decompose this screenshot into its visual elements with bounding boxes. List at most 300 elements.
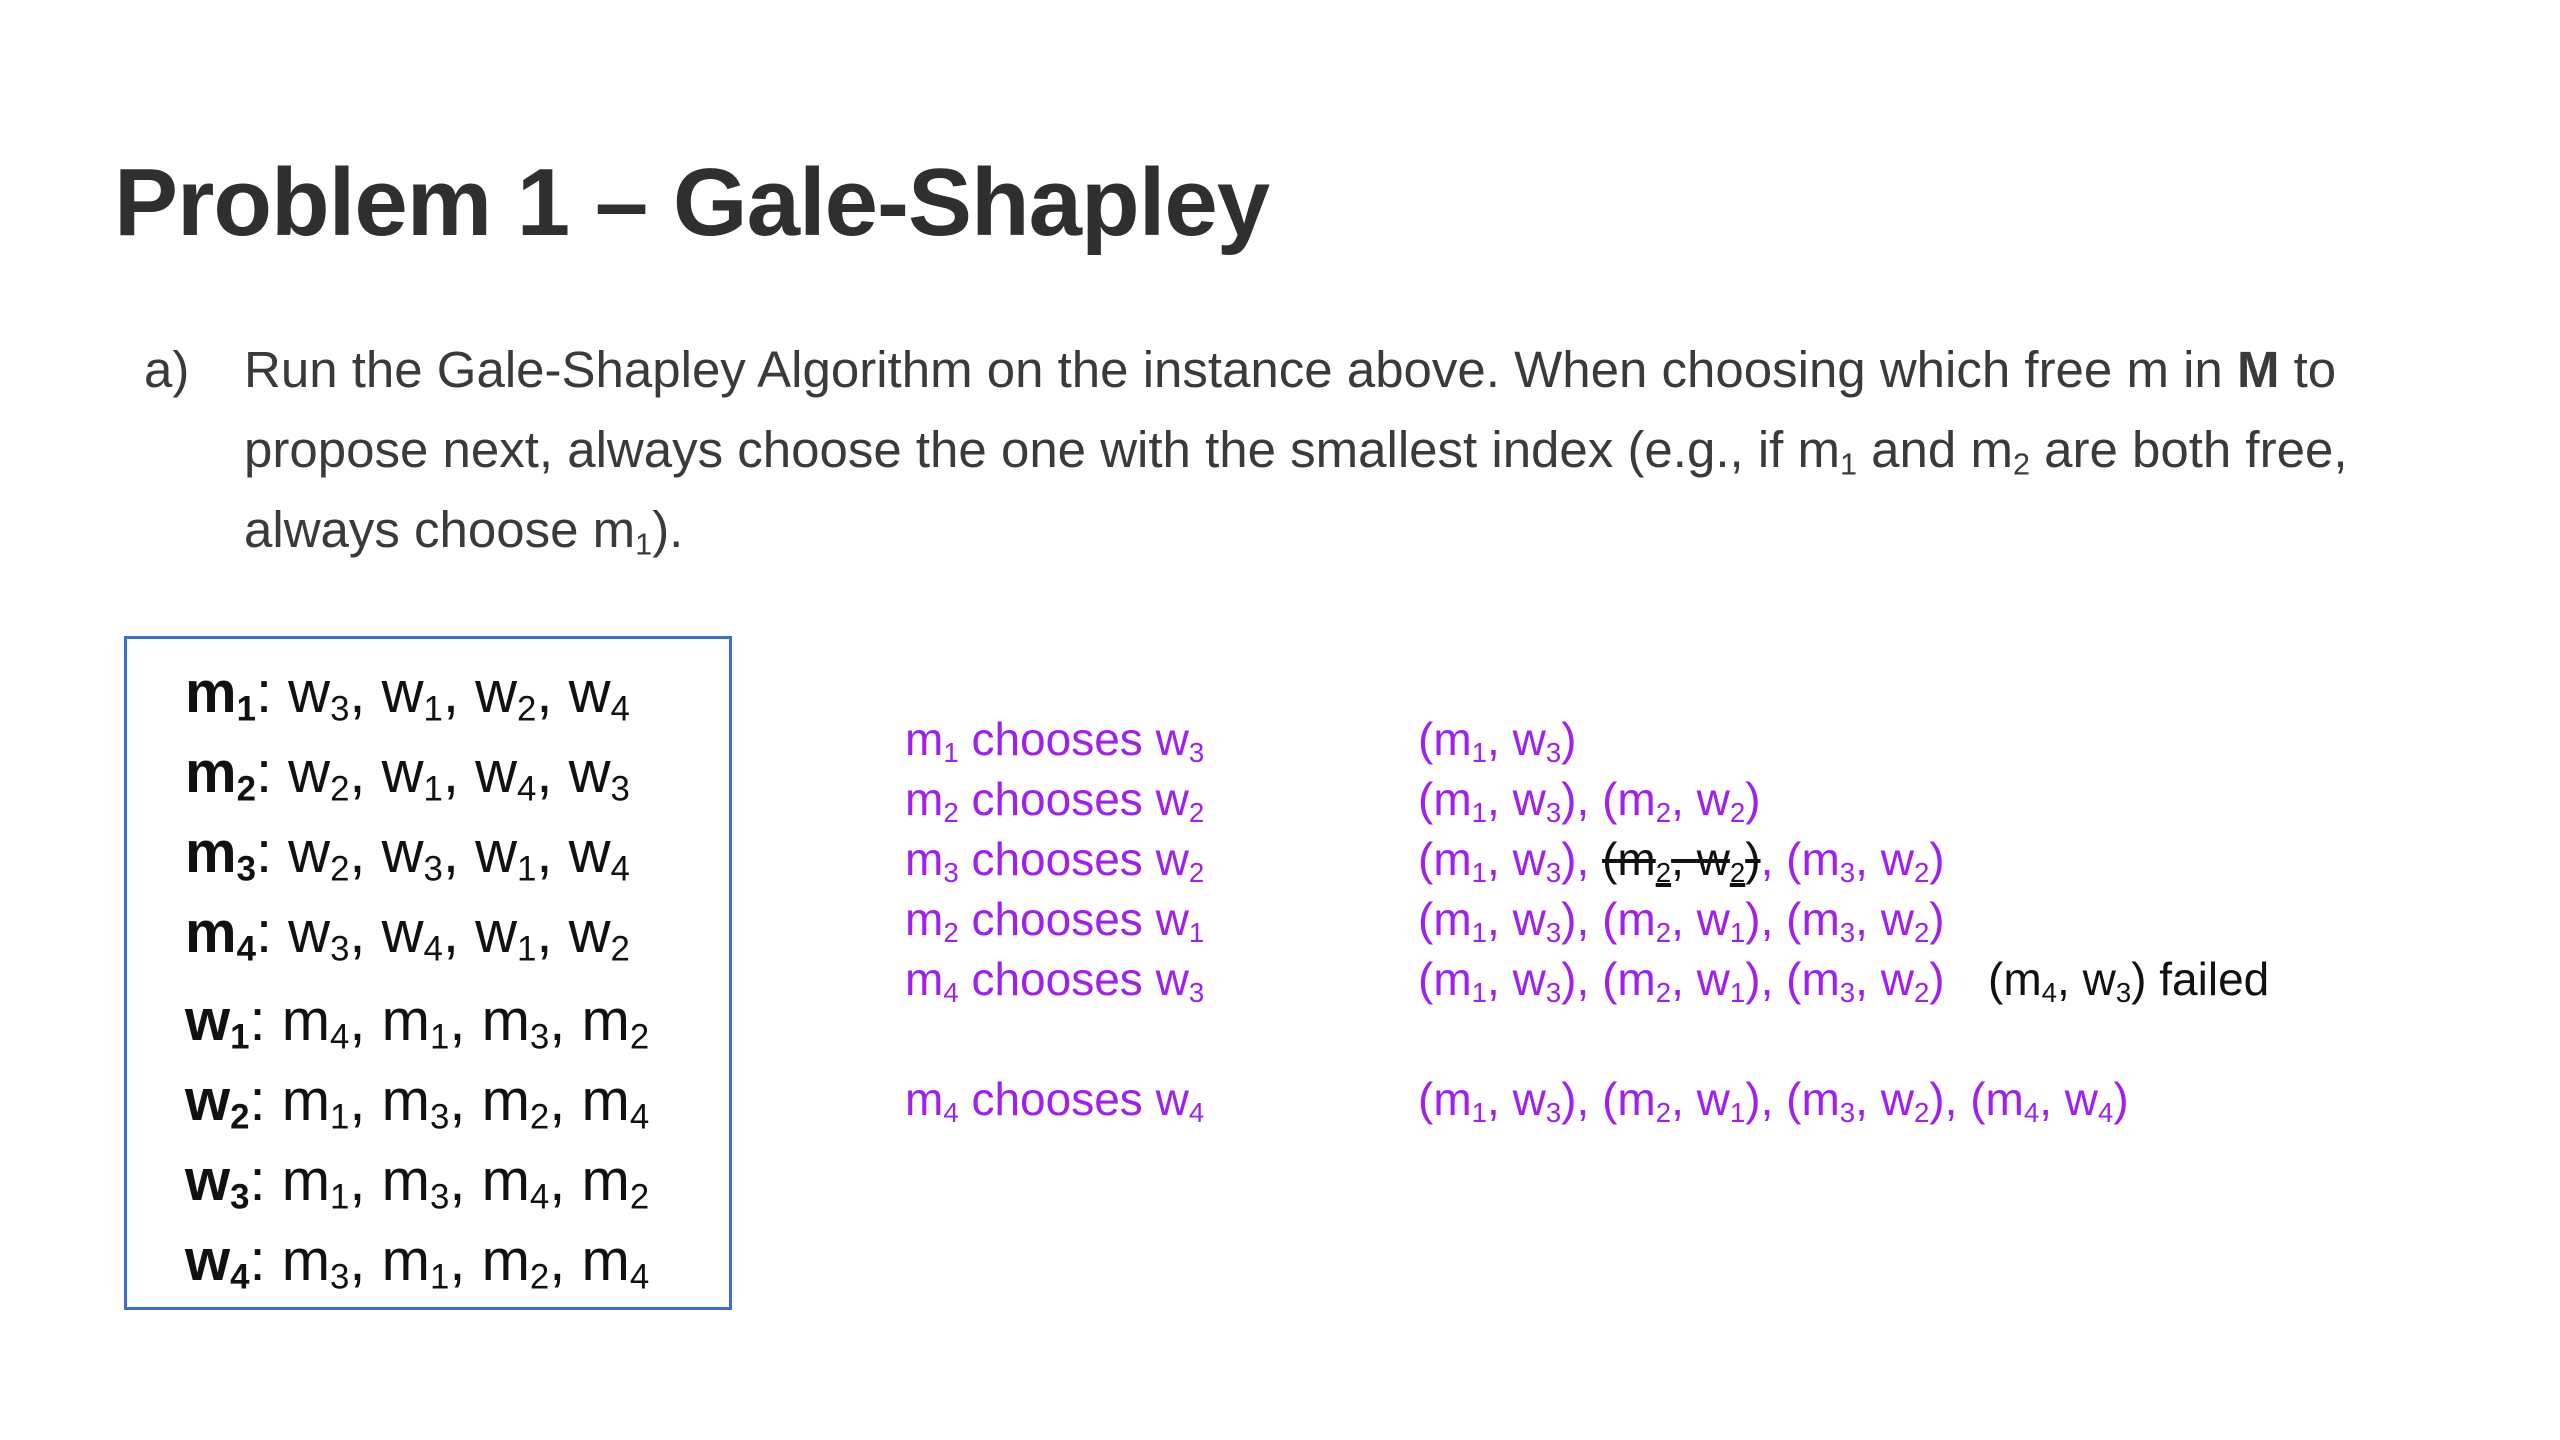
symbol-letter: w [475,660,518,725]
paren: ) [1561,1073,1577,1125]
comma: , [1671,1073,1697,1125]
symbol-letter: m [1801,1073,1840,1125]
comma: , [1944,1073,1971,1125]
indexed-symbol [481,1228,550,1297]
indexed-symbol [381,660,443,729]
symbol-letter: w [1155,1073,1189,1125]
problem-text-run: Run the Gale-Shapley Algorithm on the instance above. When choosing which free m in [244,341,2237,398]
step-matching [1418,892,1945,946]
indexed-symbol [1433,953,1488,1008]
paren: ( [1418,713,1434,765]
symbol-index: 2 [529,1257,550,1297]
step-matching [1418,1072,2129,1126]
colon: : [249,988,282,1053]
problem-text-run: to [2279,341,2337,398]
symbol-index: 4 [610,689,630,729]
pair [1602,893,1761,948]
comma: , [549,1228,582,1293]
symbol-letter: m [281,1148,331,1213]
symbol-index: 3 [429,1097,450,1137]
paren: ) [2131,953,2147,1005]
symbol-index: 3 [1545,916,1562,948]
indexed-symbol [1801,1073,1856,1128]
symbol-index: 3 [1839,916,1856,948]
symbol-letter: w [568,900,611,965]
indexed-symbol [1512,773,1562,828]
symbol-index: 1 [1471,796,1488,828]
symbol-letter: w [1696,773,1730,825]
symbol-index: 2 [529,1097,550,1137]
symbol-letter: w [1880,833,1914,885]
problem-line-2 [244,410,2464,490]
symbol-letter: w [185,988,231,1053]
preference-row-w4 [185,1227,650,1297]
indexed-symbol [1617,893,1672,948]
symbol-index: 1 [1471,856,1488,888]
indexed-symbol [381,740,443,809]
symbol-index: 2 [629,1177,650,1217]
pair [1602,953,1761,1008]
symbol-index: 2 [943,916,959,948]
colon: : [249,1228,282,1293]
symbol-index: 1 [1471,736,1488,768]
indexed-symbol [1512,893,1562,948]
symbol-letter: w [381,740,424,805]
symbol-index: 4 [943,1096,959,1128]
symbol-index: 3 [330,1257,350,1297]
step-matching [1418,772,1761,826]
comma: , [349,988,382,1053]
symbol-letter: m [185,820,237,885]
symbol-letter: m [905,893,944,945]
problem-text-run: and m [1857,421,2013,478]
indexed-symbol [1433,893,1488,948]
symbol-index: 2 [230,1097,250,1137]
symbol-index: 1 [429,1257,450,1297]
comma: , [1487,713,1513,765]
symbol-index: 2 [1188,796,1205,828]
symbol-index: 1 [429,1017,450,1057]
symbol-index: 3 [1545,856,1562,888]
indexed-symbol [1880,1073,1930,1128]
indexed-symbol [2064,1073,2114,1128]
pair [1418,1073,1577,1128]
comma: , [1576,773,1603,825]
symbol-letter: w [568,820,611,885]
symbol-letter: w [1155,893,1189,945]
indexed-symbol [1880,953,1930,1008]
symbol-letter: m [905,773,944,825]
paren: ( [1602,893,1618,945]
symbol-letter: m [2003,953,2042,1005]
symbol-index: 1 [330,1097,350,1137]
symbol-letter: m [1801,833,1840,885]
indexed-symbol [1617,1073,1672,1128]
indexed-symbol [581,1068,650,1137]
colon: : [249,1068,282,1133]
symbol-index: 3 [423,849,443,889]
symbol-letter: m [581,1148,630,1213]
indexed-symbol [1985,1073,2040,1128]
comma: , [1855,953,1881,1005]
paren: ( [1418,833,1434,885]
paren: ( [1786,833,1802,885]
symbol-letter: m [905,833,944,885]
symbol-letter: m [481,1148,530,1213]
comma: , [549,1068,582,1133]
symbol-letter: m [281,988,331,1053]
symbol-index: 2 [1655,976,1672,1008]
comma: , [1487,1073,1513,1125]
indexed-symbol [905,833,959,888]
symbol-letter: m [1617,893,1656,945]
paren: ( [1602,833,1618,885]
symbol-letter: m [905,1073,944,1125]
indexed-symbol [381,988,450,1057]
symbol-letter: w [381,900,424,965]
comma: , [349,900,382,965]
symbol-index: 3 [1545,736,1562,768]
colon: : [249,1148,282,1213]
comma: , [549,1148,582,1213]
indexed-symbol [1433,833,1488,888]
comma: , [1855,1073,1881,1125]
symbol-index: 1 [1471,1096,1488,1128]
indexed-symbol [1880,833,1930,888]
symbol-index: 1 [1729,1096,1746,1128]
indexed-symbol [905,713,959,768]
symbol-index: 3 [1545,796,1562,828]
problem-line-3 [244,490,2464,570]
comma: , [1487,893,1513,945]
symbol-index: 3 [1839,856,1856,888]
preference-owner [185,1228,250,1297]
symbol-index: 4 [629,1257,650,1297]
symbol-letter: w [185,1148,231,1213]
comma: , [1760,1073,1787,1125]
indexed-symbol [581,1148,650,1217]
indexed-symbol [568,900,630,969]
indexed-symbol [581,1228,650,1297]
symbol-letter: m [185,660,237,725]
symbol-index: 3 [330,689,350,729]
paren: ) [1561,773,1577,825]
symbol-letter: m [381,1148,430,1213]
problem-bold-m: M [2236,341,2280,398]
paren: ) [1561,713,1577,765]
symbol-letter: w [475,820,518,885]
symbol-index: 4 [2041,976,2058,1008]
symbol-index: 4 [423,929,443,969]
symbol-index: 1 [1729,976,1746,1008]
chooses-text: chooses [958,833,1156,885]
symbol-letter: m [481,1228,530,1293]
symbol-index: 2 [1913,916,1930,948]
symbol-letter: m [581,1228,630,1293]
indexed-symbol [1155,1073,1205,1128]
symbol-index: 4 [1188,1096,1205,1128]
comma: , [1671,953,1697,1005]
symbol-index: 3 [1839,976,1856,1008]
indexed-symbol [1512,1073,1562,1128]
pair [1786,833,1945,888]
pair [1602,1073,1761,1128]
indexed-symbol [381,820,443,889]
symbol-letter: w [1155,833,1189,885]
comma: , [536,740,569,805]
symbol-index: 2 [1655,856,1672,888]
symbol-letter: w [1512,713,1546,765]
indexed-symbol [1617,833,1672,888]
preference-row-w1 [185,987,650,1057]
indexed-symbol [2003,953,2058,1008]
indexed-symbol [905,953,959,1008]
comma: , [349,1068,382,1133]
indexed-symbol [1512,953,1562,1008]
pair [1418,953,1577,1008]
symbol-letter: m [185,900,237,965]
indexed-symbol [2082,953,2132,1008]
indexed-symbol [1880,893,1930,948]
symbol-index: 3 [1545,976,1562,1008]
symbol-letter: w [1155,713,1189,765]
step-choice [905,1072,1204,1126]
comma: , [442,820,476,885]
colon: : [255,740,289,805]
paren: ) [1745,953,1761,1005]
symbol-letter: w [288,660,331,725]
symbol-index: 4 [517,769,537,809]
subscript: 2 [2012,447,2030,482]
indexed-symbol [481,1148,550,1217]
symbol-letter: w [1512,773,1546,825]
symbol-letter: m [1617,833,1656,885]
indexed-symbol [475,820,537,889]
problem-text-run: ). [652,501,684,558]
indexed-symbol [481,1068,550,1137]
symbol-letter: m [1433,953,1472,1005]
symbol-letter: w [1880,953,1914,1005]
symbol-index: 4 [610,849,630,889]
comma: , [349,1148,382,1213]
comma: , [449,988,482,1053]
step-choice [905,892,1204,946]
preference-owner [185,820,256,889]
colon: : [255,900,289,965]
symbol-letter: w [185,1068,231,1133]
indexed-symbol [1696,833,1746,888]
indexed-symbol [288,900,350,969]
symbol-letter: m [581,1068,630,1133]
indexed-symbol [1801,953,1856,1008]
comma: , [349,1228,382,1293]
indexed-symbol [281,1148,350,1217]
symbol-letter: m [1617,953,1656,1005]
failed-label: failed [2146,953,2270,1005]
step-choice [905,772,1204,826]
indexed-symbol [1696,893,1746,948]
step-choice [905,712,1204,766]
preference-row-m4 [185,899,630,969]
symbol-letter: w [1512,833,1546,885]
indexed-symbol [381,900,443,969]
comma: , [1760,953,1787,1005]
symbol-letter: w [1696,833,1730,885]
problem-text-run: always choose m [244,501,636,558]
paren: ) [1745,893,1761,945]
paren: ) [2113,1073,2129,1125]
symbol-letter: w [288,900,331,965]
indexed-symbol [475,740,537,809]
indexed-symbol [475,900,537,969]
symbol-letter: w [475,740,518,805]
chooses-text: chooses [958,1073,1156,1125]
symbol-index: 3 [1188,736,1205,768]
symbol-index: 4 [529,1177,550,1217]
symbol-letter: w [1696,953,1730,1005]
comma: , [1671,893,1697,945]
symbol-letter: m [381,1068,430,1133]
preference-row-m3 [185,819,630,889]
preference-row-w2 [185,1067,650,1137]
symbol-index: 3 [1188,976,1205,1008]
step-choice [905,952,1204,1006]
comma: , [442,900,476,965]
indexed-symbol [475,660,537,729]
symbol-letter: w [2082,953,2116,1005]
pair [1418,833,1577,888]
indexed-symbol [381,1148,450,1217]
pair [1418,773,1577,828]
symbol-index: 3 [943,856,959,888]
comma: , [1760,893,1787,945]
indexed-symbol [1617,953,1672,1008]
symbol-index: 4 [2023,1096,2040,1128]
comma: , [349,740,382,805]
indexed-symbol [1801,833,1856,888]
symbol-letter: m [1801,893,1840,945]
symbol-index: 2 [610,929,630,969]
symbol-index: 1 [1471,916,1488,948]
indexed-symbol [568,740,630,809]
comma: , [1487,773,1513,825]
paren: ) [1929,953,1945,1005]
problem-text-run: are both free, [2029,421,2348,478]
symbol-index: 2 [1729,856,1746,888]
symbol-index: 4 [230,1257,250,1297]
symbol-letter: m [481,1068,530,1133]
paren: ) [1745,773,1761,825]
paren: ) [1929,1073,1945,1125]
step-matching [1418,952,1945,1006]
indexed-symbol [1696,773,1746,828]
symbol-letter: m [1617,773,1656,825]
symbol-letter: w [288,820,331,885]
symbol-letter: m [1433,713,1472,765]
comma: , [1576,953,1603,1005]
problem-line-1 [244,330,2464,410]
symbol-index: 3 [236,849,256,889]
symbol-letter: w [1512,1073,1546,1125]
symbol-letter: w [288,740,331,805]
symbol-index: 4 [236,929,256,969]
symbol-index: 2 [1913,976,1930,1008]
paren: ( [1418,773,1434,825]
indexed-symbol [581,988,650,1057]
paren: ) [1561,833,1577,885]
symbol-letter: m [281,1068,331,1133]
symbol-index: 3 [330,929,350,969]
preference-row-m2 [185,739,630,809]
symbol-index: 3 [610,769,630,809]
paren: ( [1602,773,1618,825]
paren: ( [1786,893,1802,945]
symbol-letter: w [2064,1073,2098,1125]
symbol-letter: m [381,1228,430,1293]
indexed-symbol [905,773,959,828]
symbol-index: 2 [236,769,256,809]
preference-row-w3 [185,1147,650,1217]
symbol-index: 3 [2115,976,2132,1008]
chooses-text: chooses [958,713,1156,765]
indexed-symbol [905,893,959,948]
subscript: 1 [635,527,653,562]
problem-text [244,330,2464,570]
paren: ) [1745,1073,1761,1125]
indexed-symbol [568,820,630,889]
pair [1418,893,1577,948]
symbol-letter: m [381,988,430,1053]
symbol-index: 1 [236,689,256,729]
symbol-letter: w [1696,893,1730,945]
preference-owner [185,1068,250,1137]
comma: , [1576,1073,1603,1125]
symbol-letter: m [1433,833,1472,885]
indexed-symbol [281,1228,350,1297]
symbol-letter: w [381,660,424,725]
step-matching [1418,712,1577,766]
symbol-letter: w [185,1228,231,1293]
indexed-symbol [1433,713,1488,768]
symbol-index: 1 [1188,916,1205,948]
paren: ( [1602,953,1618,1005]
comma: , [1576,893,1603,945]
indexed-symbol [568,660,630,729]
comma: , [1760,833,1787,885]
comma: , [1487,833,1513,885]
symbol-letter: m [905,953,944,1005]
comma: , [449,1068,482,1133]
symbol-index: 4 [943,976,959,1008]
pair [1418,713,1577,768]
symbol-letter: w [568,740,611,805]
indexed-symbol [381,1228,450,1297]
symbol-letter: m [581,988,630,1053]
symbol-index: 1 [517,849,537,889]
preference-owner [185,900,256,969]
symbol-letter: m [1985,1073,2024,1125]
symbol-index: 3 [230,1177,250,1217]
symbol-index: 3 [529,1017,550,1057]
indexed-symbol [288,740,350,809]
indexed-symbol [1696,1073,1746,1128]
paren: ( [1786,953,1802,1005]
symbol-letter: w [475,900,518,965]
comma: , [349,660,382,725]
comma: , [349,820,382,885]
symbol-index: 1 [423,769,443,809]
symbol-index: 2 [1655,796,1672,828]
